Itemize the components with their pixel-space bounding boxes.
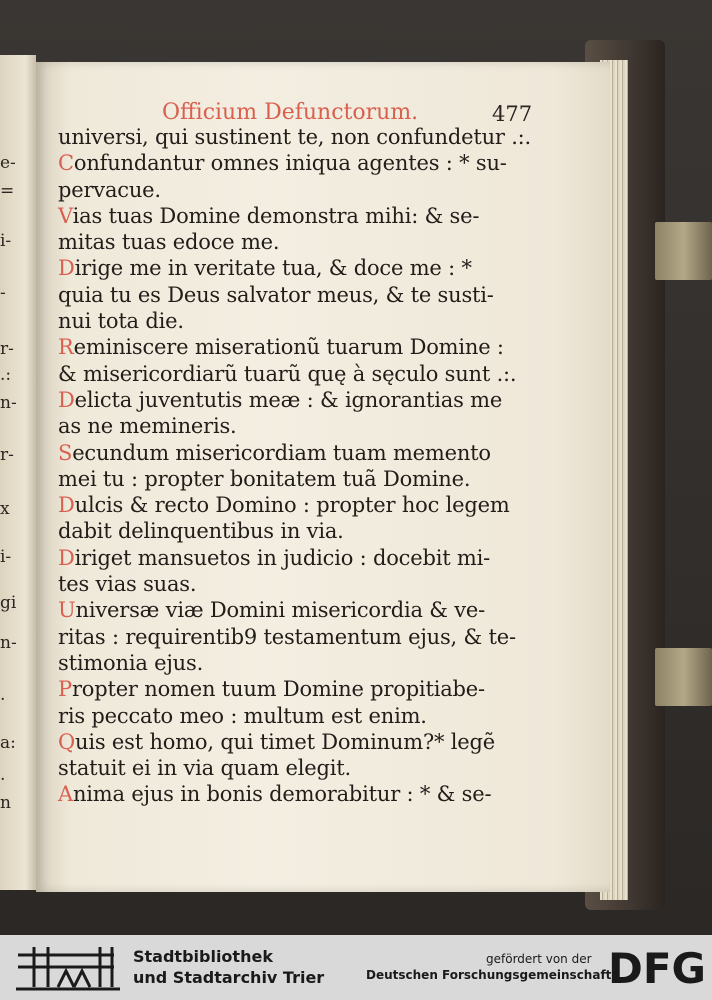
text-line [58, 518, 558, 544]
book-page [36, 62, 610, 892]
line-text: ulcis & recto Domino : propter hoc legem [74, 493, 510, 518]
rubricated-initial: Q [58, 729, 76, 754]
left-fragment: a: [0, 733, 16, 753]
line-text: nui tota die. [58, 309, 184, 334]
left-fragment: i- [0, 547, 12, 567]
rubricated-initial: A [58, 782, 73, 807]
left-fragment: - [0, 283, 6, 303]
text-line [58, 624, 558, 650]
text-line [58, 729, 558, 755]
line-text: & misericordiarũ tuarũ quę à sęculo sunt .:. [58, 361, 517, 386]
rubricated-initial: U [58, 598, 76, 623]
stadtbibliothek-logo-icon [14, 941, 122, 993]
text-line [58, 124, 558, 150]
text-line [58, 255, 558, 281]
text-line [58, 361, 558, 387]
text-line [58, 755, 558, 781]
line-text: niversæ viæ Domini misericordia & ve- [75, 598, 486, 623]
institution-subname: und Stadtarchiv Trier [133, 968, 325, 987]
rubricated-initial: D [58, 387, 75, 412]
line-text: ias tuas Domine demonstra mihi: & se- [72, 203, 480, 228]
rubricated-initial: D [58, 256, 75, 281]
left-fragment: .: [0, 365, 12, 385]
dfg-logo-text: DFG [608, 944, 707, 993]
line-text: mei tu : propter bonitatem tuã Domine. [58, 466, 471, 491]
line-text: iriget mansuetos in judicio : docebit mi- [74, 545, 491, 570]
line-text: elicta juventutis meæ : & ignorantias me [74, 387, 503, 412]
left-fragment: i- [0, 231, 12, 251]
line-text: tes vias suas. [58, 572, 197, 597]
line-text: stimonia ejus. [58, 650, 204, 675]
upper-clasp [655, 222, 712, 280]
text-block [58, 124, 558, 808]
line-text: eminiscere miserationũ tuarum Domine : [73, 335, 504, 360]
text-line [58, 650, 558, 676]
text-line [58, 545, 558, 571]
line-text: quia tu es Deus salvator meus, & te susti- [58, 282, 494, 307]
line-text: ecundum misericordiam tuam memento [72, 440, 491, 465]
lower-clasp [655, 648, 712, 706]
text-line [58, 308, 558, 334]
left-fragment: n- [0, 633, 17, 653]
footer-bar [0, 935, 712, 1000]
left-fragment: = [0, 181, 15, 201]
line-text: pervacue. [58, 177, 161, 202]
text-line [58, 676, 558, 702]
page-number: 477 [492, 102, 533, 126]
rubricated-initial: S [58, 440, 73, 465]
text-line [58, 466, 558, 492]
line-text: dabit delinquentibus in via. [58, 519, 344, 544]
text-line [58, 571, 558, 597]
line-text: mitas tuas edoce me. [58, 230, 280, 255]
line-text: onfundantur omnes iniqua agentes : * su- [73, 151, 507, 176]
left-fragment: gi [0, 593, 17, 613]
left-fragment: . [0, 765, 6, 785]
line-text: as ne memineris. [58, 414, 237, 439]
line-text: ropter nomen tuum Domine propitiabe- [71, 677, 485, 702]
rubricated-initial: V [58, 203, 73, 228]
line-text: ris peccato meo : multum est enim. [58, 703, 427, 728]
line-text: nima ejus in bonis demorabitur : * & se- [72, 782, 492, 807]
left-fragment: . [0, 685, 6, 705]
rubricated-initial: R [58, 335, 74, 360]
text-line [58, 387, 558, 413]
text-line [58, 203, 558, 229]
line-text: ritas : requirentib9 testamentum ejus, & te- [58, 624, 516, 649]
line-text: statuit ei in via quam elegit. [58, 756, 351, 781]
rubricated-initial: P [58, 677, 72, 702]
rubricated-initial: D [58, 545, 75, 570]
text-line [58, 781, 558, 807]
rubricated-initial: D [58, 493, 75, 518]
rubricated-initial: C [58, 151, 74, 176]
institution-name: Stadtbibliothek [133, 947, 273, 966]
left-fragment: n [0, 793, 11, 813]
running-header: Officium Defunctorum. [162, 100, 419, 125]
text-line [58, 229, 558, 255]
line-text: irige me in veritate tua, & doce me : * [74, 256, 472, 281]
funding-organization: Deutschen Forschungsgemeinschaft [366, 968, 612, 982]
text-line [58, 150, 558, 176]
text-line [58, 177, 558, 203]
left-page-edge [0, 55, 36, 890]
left-fragment: x [0, 499, 10, 519]
left-fragment: r- [0, 339, 14, 359]
text-line [58, 413, 558, 439]
funding-label: gefördert von der [486, 952, 592, 966]
line-text: uis est homo, qui timet Dominum?* legẽ [75, 729, 496, 754]
left-fragment: r- [0, 445, 14, 465]
dfg-logo [608, 944, 707, 993]
text-line [58, 492, 558, 518]
text-line [58, 597, 558, 623]
text-line [58, 440, 558, 466]
line-text: universi, qui sustinent te, non confundetur .:. [58, 125, 532, 149]
text-line [58, 282, 558, 308]
left-fragment: n- [0, 393, 17, 413]
text-line [58, 334, 558, 360]
text-line [58, 703, 558, 729]
left-fragment: e- [0, 153, 16, 173]
